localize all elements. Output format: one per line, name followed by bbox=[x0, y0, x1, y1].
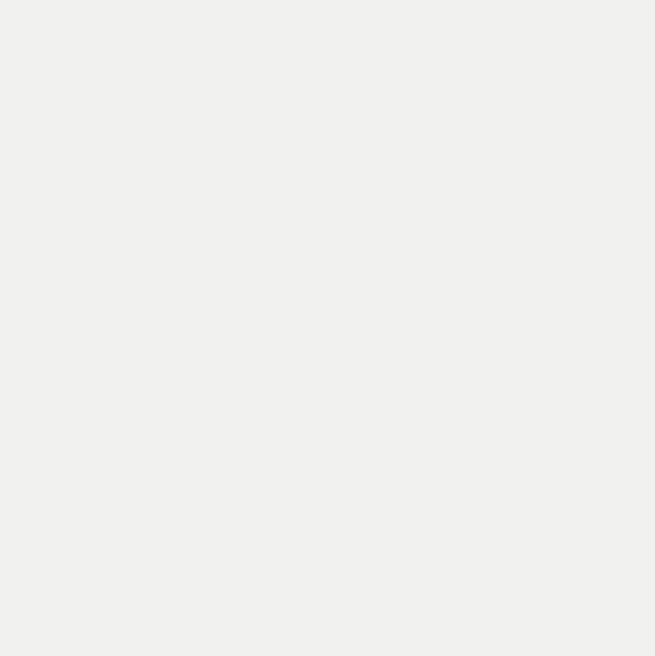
row-number-header bbox=[624, 22, 654, 124]
